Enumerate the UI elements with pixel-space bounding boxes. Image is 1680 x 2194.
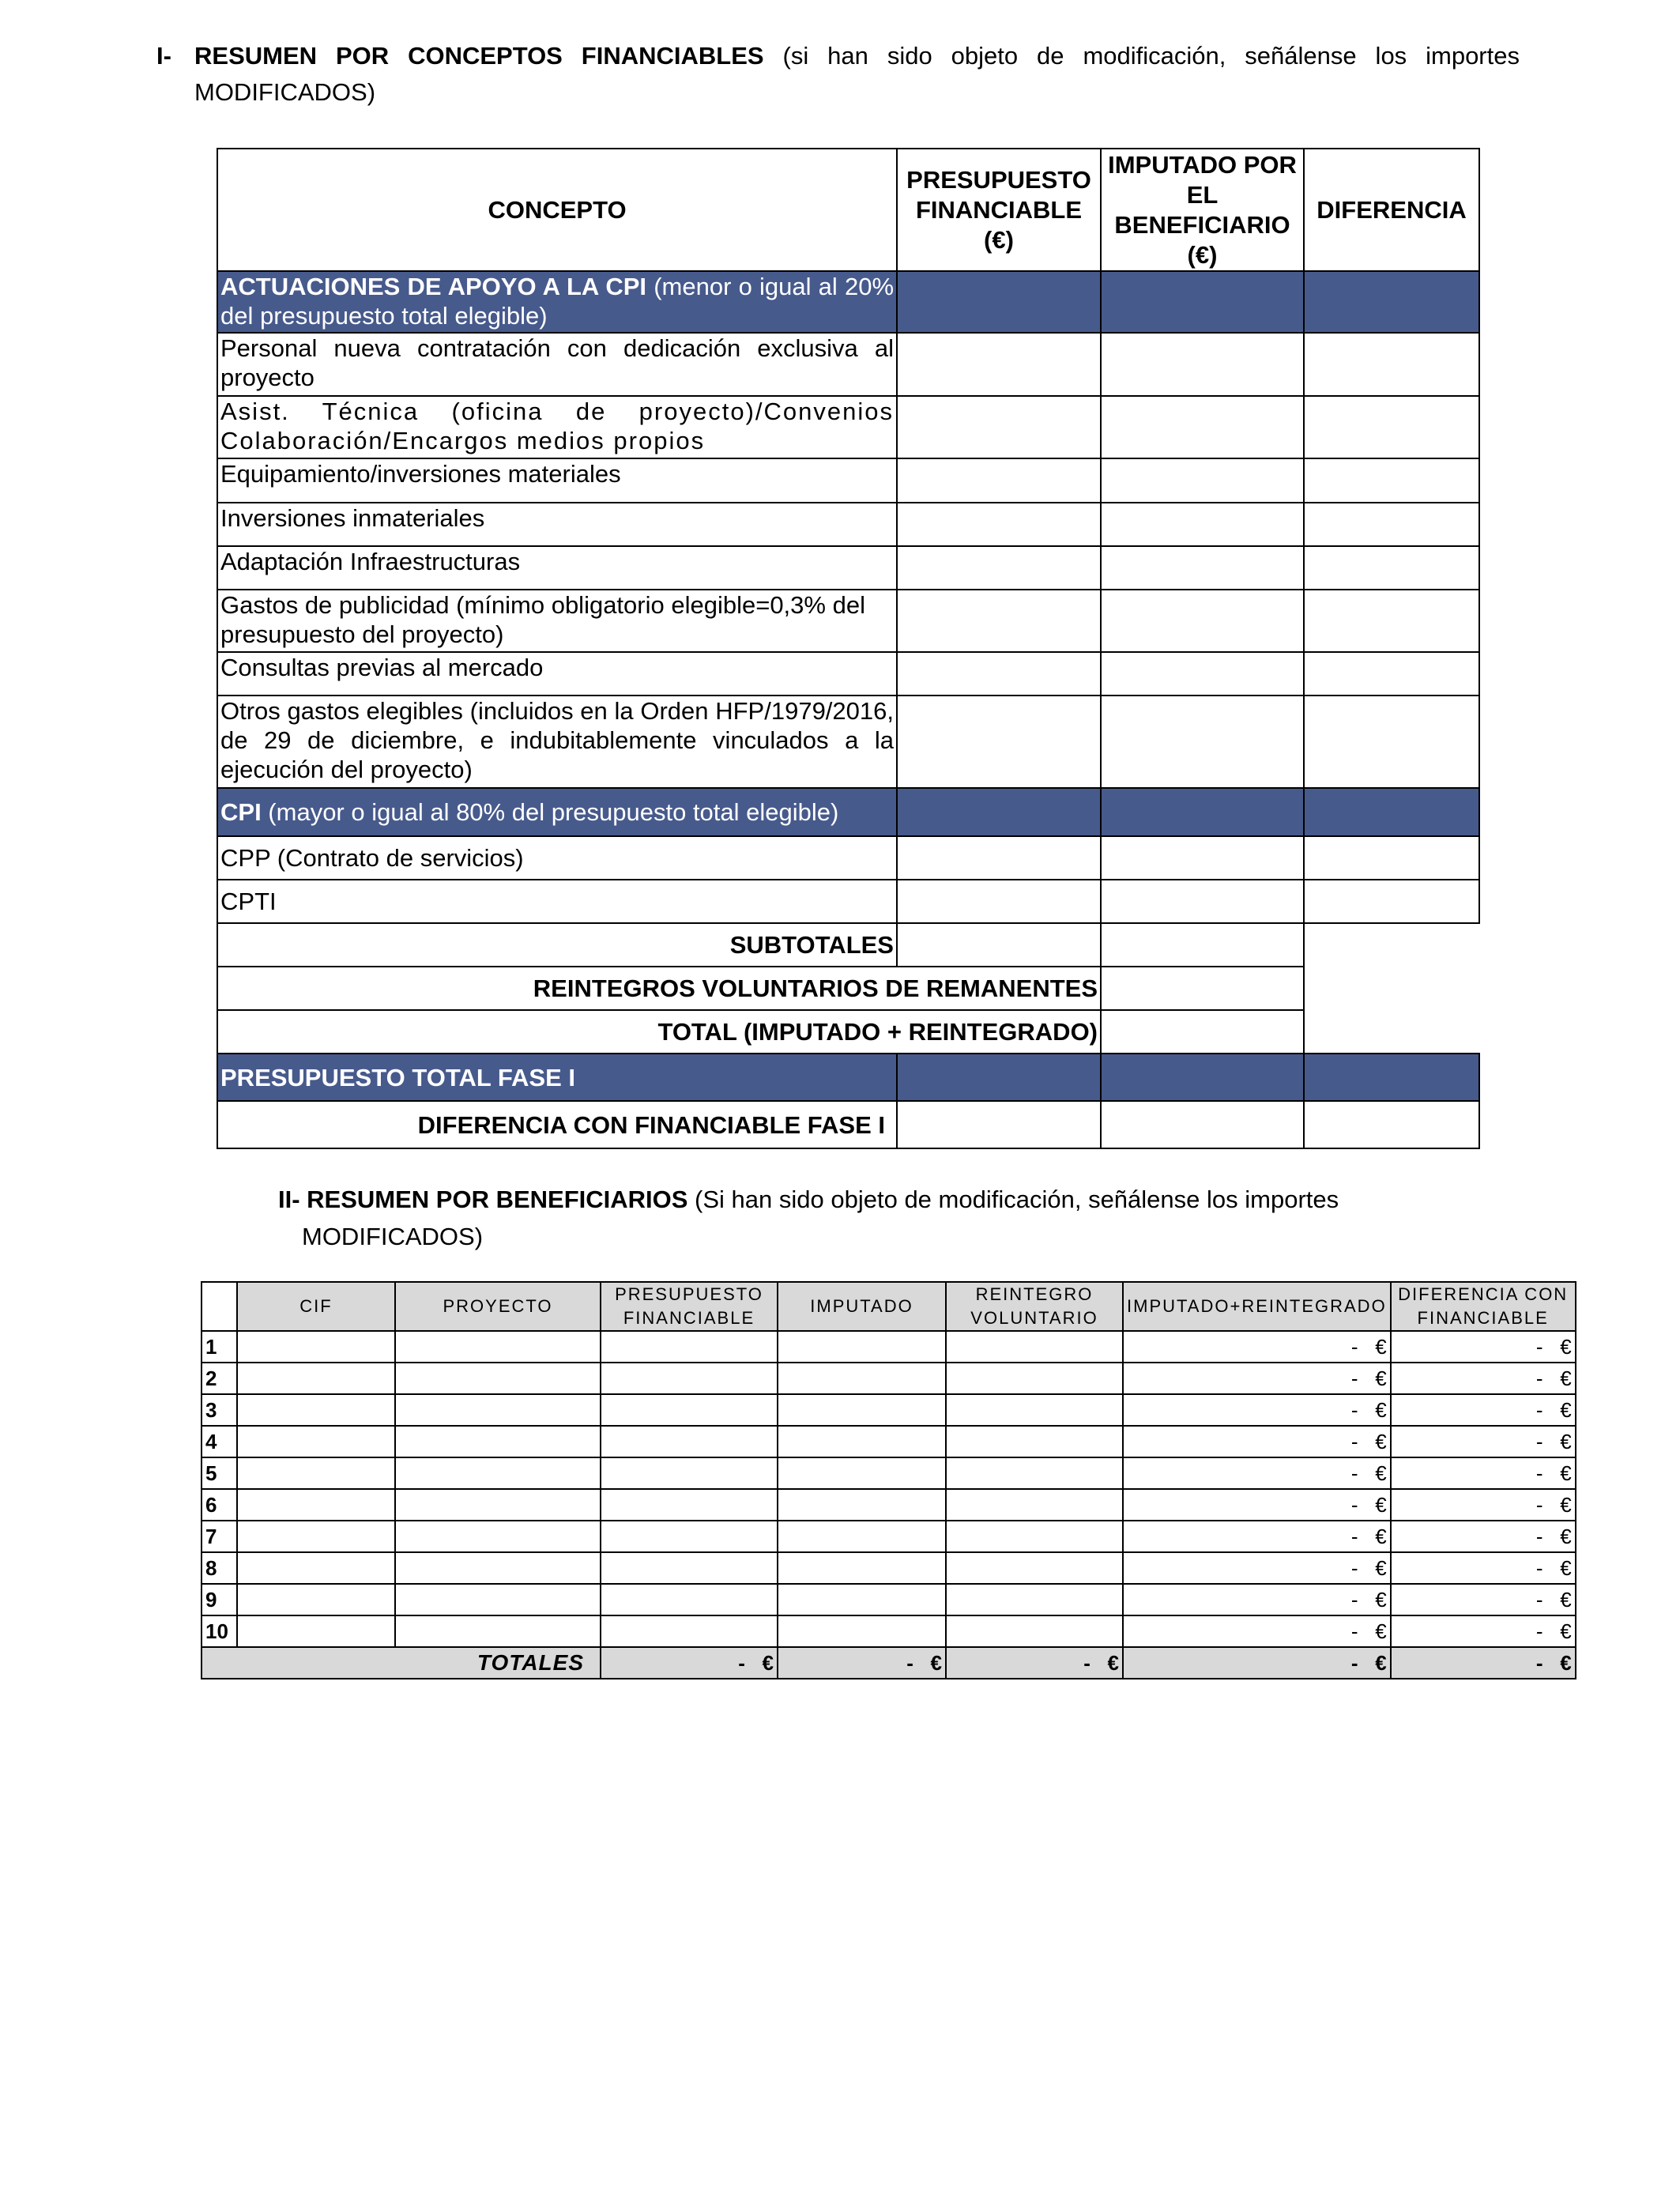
concept-row xyxy=(217,836,1479,880)
section1-subtitle: (si han sido objeto de modificación, señálense los importes MODIFICADOS) xyxy=(194,42,1520,106)
cell-reintegro[interactable] xyxy=(946,1489,1123,1521)
cell-diferencia: - € xyxy=(1391,1457,1576,1489)
cell-imputado[interactable] xyxy=(778,1552,946,1584)
cell-presupuesto[interactable] xyxy=(601,1521,778,1552)
presupuesto-total-row xyxy=(217,1054,1479,1101)
section2-subtitle: (Si han sido objeto de modificación, señálense los importes xyxy=(687,1186,1339,1213)
concept-row xyxy=(217,696,1479,788)
cell-imputado[interactable] xyxy=(778,1363,946,1394)
beneficiary-row xyxy=(202,1615,1576,1647)
total-imputado-reint: - € xyxy=(1123,1647,1391,1679)
row-number: 3 xyxy=(202,1394,237,1426)
cell-proyecto[interactable] xyxy=(395,1363,601,1394)
cell-reintegro[interactable] xyxy=(946,1521,1123,1552)
cell-presupuesto[interactable] xyxy=(897,396,1101,458)
concept-row xyxy=(217,880,1479,923)
row-number: 9 xyxy=(202,1584,237,1615)
cell-proyecto[interactable] xyxy=(395,1584,601,1615)
cell-reintegro[interactable] xyxy=(946,1584,1123,1615)
cell-presupuesto[interactable] xyxy=(897,271,1101,333)
cell-imputado-reint: - € xyxy=(1123,1394,1391,1426)
cell-imputado-reint: - € xyxy=(1123,1426,1391,1457)
cell-diferencia[interactable] xyxy=(1304,1101,1479,1148)
cell-cif[interactable] xyxy=(237,1394,395,1426)
header-imputado-reint: IMPUTADO+REINTEGRADO xyxy=(1123,1282,1391,1331)
cell-presupuesto[interactable] xyxy=(897,696,1101,788)
concept-row xyxy=(217,652,1479,696)
cell-imputado[interactable] xyxy=(1101,396,1304,458)
table2-header-row xyxy=(202,1282,1576,1331)
cell-diferencia[interactable] xyxy=(1304,590,1479,652)
cell-imputado[interactable] xyxy=(1101,836,1304,880)
cell-presupuesto[interactable] xyxy=(897,546,1101,590)
cell-diferencia[interactable] xyxy=(1304,271,1479,333)
concept-label: Personal nueva contratación con dedicación exclusiva al proyecto xyxy=(217,333,897,396)
cell-proyecto[interactable] xyxy=(395,1331,601,1363)
cell-reintegro[interactable] xyxy=(946,1426,1123,1457)
cell-presupuesto[interactable] xyxy=(601,1394,778,1426)
section1-number: I- xyxy=(156,42,171,70)
cell-cif[interactable] xyxy=(237,1552,395,1584)
concept-label: Adaptación Infraestructuras xyxy=(217,546,897,590)
cell-imputado[interactable] xyxy=(1101,458,1304,503)
cell-imputado[interactable] xyxy=(1101,546,1304,590)
cell-imputado[interactable] xyxy=(1101,333,1304,396)
cell-imputado[interactable] xyxy=(778,1615,946,1647)
cell-proyecto[interactable] xyxy=(395,1489,601,1521)
row-number: 7 xyxy=(202,1521,237,1552)
cell-diferencia: - € xyxy=(1391,1394,1576,1426)
row-number: 6 xyxy=(202,1489,237,1521)
concept-label: Equipamiento/inversiones materiales xyxy=(217,458,897,503)
row-number: 1 xyxy=(202,1331,237,1363)
header-cif: CIF xyxy=(237,1282,395,1331)
cell-diferencia[interactable] xyxy=(1304,503,1479,546)
cell-presupuesto[interactable] xyxy=(601,1552,778,1584)
header-diferencia: DIFERENCIA CON FINANCIABLE xyxy=(1391,1282,1576,1331)
cell-imputado[interactable] xyxy=(1101,788,1304,836)
cell-imputado[interactable] xyxy=(778,1457,946,1489)
cell-reintegro[interactable] xyxy=(946,1615,1123,1647)
cell-imputado[interactable] xyxy=(778,1521,946,1552)
header-presupuesto: PRESUPUESTO FINANCIABLE (€) xyxy=(897,149,1101,271)
cell-diferencia[interactable] xyxy=(1304,696,1479,788)
cell-presupuesto[interactable] xyxy=(897,652,1101,696)
cell-diferencia[interactable] xyxy=(1304,546,1479,590)
cell-imputado[interactable] xyxy=(1101,271,1304,333)
cell-imputado-reint: - € xyxy=(1123,1584,1391,1615)
total-presupuesto: - € xyxy=(601,1647,778,1679)
concept-row xyxy=(217,396,1479,458)
cell-presupuesto[interactable] xyxy=(601,1615,778,1647)
cell-presupuesto[interactable] xyxy=(601,1426,778,1457)
cell-presupuesto[interactable] xyxy=(897,458,1101,503)
cell-imputado-reint: - € xyxy=(1123,1521,1391,1552)
header-imputado: IMPUTADO xyxy=(778,1282,946,1331)
cell-reintegro[interactable] xyxy=(946,1363,1123,1394)
group-label-apoyo: ACTUACIONES DE APOYO A LA CPI (menor o igual al 20% del presupuesto total elegible) xyxy=(217,271,897,333)
cell-diferencia[interactable] xyxy=(1304,333,1479,396)
total-row xyxy=(217,1010,1479,1054)
section2-subtitle-line2: MODIFICADOS) xyxy=(302,1223,484,1250)
concept-label: Asist. Técnica (oficina de proyecto)/Convenios Colaboración/Encargos medios propios xyxy=(217,396,897,458)
cell-imputado[interactable] xyxy=(778,1331,946,1363)
cell-proyecto[interactable] xyxy=(395,1426,601,1457)
row-number: 2 xyxy=(202,1363,237,1394)
presupuesto-total-label: PRESUPUESTO TOTAL FASE I xyxy=(217,1054,897,1101)
cell-proyecto[interactable] xyxy=(395,1615,601,1647)
cell-presupuesto[interactable] xyxy=(897,1054,1101,1101)
totals-row xyxy=(202,1647,1576,1679)
cell-diferencia: - € xyxy=(1391,1552,1576,1584)
cell-imputado[interactable] xyxy=(1101,503,1304,546)
cell-imputado[interactable] xyxy=(1101,880,1304,923)
section2-title: II- RESUMEN POR BENEFICIARIOS xyxy=(278,1186,688,1213)
total-imputado: - € xyxy=(778,1647,946,1679)
cell-cif[interactable] xyxy=(237,1331,395,1363)
concept-label: CPTI xyxy=(217,880,897,923)
cell-imputado[interactable] xyxy=(778,1584,946,1615)
reintegros-label: REINTEGROS VOLUNTARIOS DE REMANENTES xyxy=(217,967,1101,1010)
cell-presupuesto[interactable] xyxy=(897,1101,1101,1148)
cell-reintegro[interactable] xyxy=(946,1394,1123,1426)
cell-diferencia: - € xyxy=(1391,1331,1576,1363)
table1-header-row xyxy=(217,149,1479,271)
cell-diferencia: - € xyxy=(1391,1489,1576,1521)
cell-presupuesto[interactable] xyxy=(897,788,1101,836)
cell-diferencia: - € xyxy=(1391,1584,1576,1615)
concept-row xyxy=(217,590,1479,652)
cell-presupuesto[interactable] xyxy=(897,503,1101,546)
cell-proyecto[interactable] xyxy=(395,1457,601,1489)
concept-label: Otros gastos elegibles (incluidos en la Orden HFP/1979/2016, de 29 de diciembre, e indubitablemente vinculados a la ejecución del proyecto) xyxy=(217,696,897,788)
concept-row xyxy=(217,458,1479,503)
cell-cif[interactable] xyxy=(237,1363,395,1394)
cell-imputado[interactable] xyxy=(1101,923,1304,967)
cell-reintegro[interactable] xyxy=(946,1331,1123,1363)
cell-presupuesto[interactable] xyxy=(601,1331,778,1363)
total-diferencia: - € xyxy=(1391,1647,1576,1679)
beneficiaries-table xyxy=(201,1281,1576,1679)
cell-imputado-reint: - € xyxy=(1123,1457,1391,1489)
beneficiary-row xyxy=(202,1584,1576,1615)
cell-proyecto[interactable] xyxy=(395,1521,601,1552)
cell-presupuesto[interactable] xyxy=(897,923,1101,967)
cell-presupuesto[interactable] xyxy=(601,1584,778,1615)
cell-imputado-reint: - € xyxy=(1123,1615,1391,1647)
header-imputado: IMPUTADO POR EL BENEFICIARIO (€) xyxy=(1101,149,1304,271)
cell-diferencia[interactable] xyxy=(1304,880,1479,923)
cell-presupuesto[interactable] xyxy=(601,1457,778,1489)
header-presupuesto: PRESUPUESTO FINANCIABLE xyxy=(601,1282,778,1331)
cell-imputado-reint: - € xyxy=(1123,1489,1391,1521)
concept-row xyxy=(217,546,1479,590)
group-row-apoyo xyxy=(217,271,1479,333)
concept-label: CPP (Contrato de servicios) xyxy=(217,836,897,880)
cell-imputado[interactable] xyxy=(778,1426,946,1457)
beneficiary-row xyxy=(202,1426,1576,1457)
row-number: 10 xyxy=(202,1615,237,1647)
cell-imputado[interactable] xyxy=(1101,696,1304,788)
cell-presupuesto[interactable] xyxy=(601,1363,778,1394)
concept-label: Consultas previas al mercado xyxy=(217,652,897,696)
concept-row xyxy=(217,503,1479,546)
cell-imputado-reint: - € xyxy=(1123,1331,1391,1363)
row-number: 8 xyxy=(202,1552,237,1584)
cell-diferencia: - € xyxy=(1391,1426,1576,1457)
cell-diferencia: - € xyxy=(1391,1521,1576,1552)
total-label: TOTAL (IMPUTADO + REINTEGRADO) xyxy=(217,1010,1101,1054)
beneficiary-row xyxy=(202,1552,1576,1584)
cell-diferencia: - € xyxy=(1391,1363,1576,1394)
cell-imputado[interactable] xyxy=(778,1394,946,1426)
cell-imputado[interactable] xyxy=(1101,590,1304,652)
section1-title: RESUMEN POR CONCEPTOS FINANCIABLES xyxy=(194,42,764,70)
diferencia-fase-row xyxy=(217,1101,1479,1148)
cell-presupuesto[interactable] xyxy=(897,880,1101,923)
cell-imputado[interactable] xyxy=(1101,652,1304,696)
cell-cif[interactable] xyxy=(237,1489,395,1521)
cell-cif[interactable] xyxy=(237,1521,395,1552)
cell-presupuesto[interactable] xyxy=(897,333,1101,396)
cell-proyecto[interactable] xyxy=(395,1552,601,1584)
group-label-cpi: CPI (mayor o igual al 80% del presupuesto total elegible) xyxy=(217,788,897,836)
cell-imputado[interactable] xyxy=(1101,967,1304,1010)
cell-imputado-reint: - € xyxy=(1123,1363,1391,1394)
cell-diferencia[interactable] xyxy=(1304,1054,1479,1101)
cell-diferencia[interactable] xyxy=(1304,652,1479,696)
cell-cif[interactable] xyxy=(237,1615,395,1647)
cell-imputado[interactable] xyxy=(1101,1054,1304,1101)
cell-imputado[interactable] xyxy=(1101,1010,1304,1054)
concept-row xyxy=(217,333,1479,396)
cell-reintegro[interactable] xyxy=(946,1457,1123,1489)
subtotales-row xyxy=(217,923,1479,967)
cell-proyecto[interactable] xyxy=(395,1394,601,1426)
cell-imputado-reint: - € xyxy=(1123,1552,1391,1584)
concepts-table xyxy=(217,148,1480,1149)
cell-imputado[interactable] xyxy=(778,1489,946,1521)
header-reintegro: REINTEGRO VOLUNTARIO xyxy=(946,1282,1123,1331)
cell-presupuesto[interactable] xyxy=(897,836,1101,880)
concept-label: Inversiones inmateriales xyxy=(217,503,897,546)
beneficiary-row xyxy=(202,1363,1576,1394)
cell-cif[interactable] xyxy=(237,1584,395,1615)
group-row-cpi xyxy=(217,788,1479,836)
header-diferencia: DIFERENCIA xyxy=(1304,149,1479,271)
cell-presupuesto[interactable] xyxy=(897,590,1101,652)
header-proyecto: PROYECTO xyxy=(395,1282,601,1331)
cell-diferencia[interactable] xyxy=(1304,836,1479,880)
total-reintegro: - € xyxy=(946,1647,1123,1679)
reintegros-row xyxy=(217,967,1479,1010)
row-number: 4 xyxy=(202,1426,237,1457)
cell-diferencia: - € xyxy=(1391,1615,1576,1647)
subtotales-label: SUBTOTALES xyxy=(217,923,897,967)
cell-diferencia[interactable] xyxy=(1304,458,1479,503)
concept-label: Gastos de publicidad (mínimo obligatorio elegible=0,3% del presupuesto del proyecto) xyxy=(217,590,897,652)
beneficiary-row xyxy=(202,1489,1576,1521)
cell-imputado[interactable] xyxy=(1101,1101,1304,1148)
cell-cif[interactable] xyxy=(237,1457,395,1489)
row-number: 5 xyxy=(202,1457,237,1489)
cell-reintegro[interactable] xyxy=(946,1552,1123,1584)
cell-cif[interactable] xyxy=(237,1426,395,1457)
beneficiary-row xyxy=(202,1521,1576,1552)
header-concepto: CONCEPTO xyxy=(217,149,897,271)
beneficiary-row xyxy=(202,1394,1576,1426)
totals-label: TOTALES xyxy=(202,1647,601,1679)
beneficiary-row xyxy=(202,1457,1576,1489)
beneficiary-row xyxy=(202,1331,1576,1363)
section1-heading xyxy=(156,38,1520,111)
cell-presupuesto[interactable] xyxy=(601,1489,778,1521)
cell-diferencia[interactable] xyxy=(1304,396,1479,458)
cell-diferencia[interactable] xyxy=(1304,788,1479,836)
section2-heading xyxy=(278,1181,1408,1255)
diferencia-fase-label: DIFERENCIA CON FINANCIABLE FASE I xyxy=(217,1101,897,1148)
